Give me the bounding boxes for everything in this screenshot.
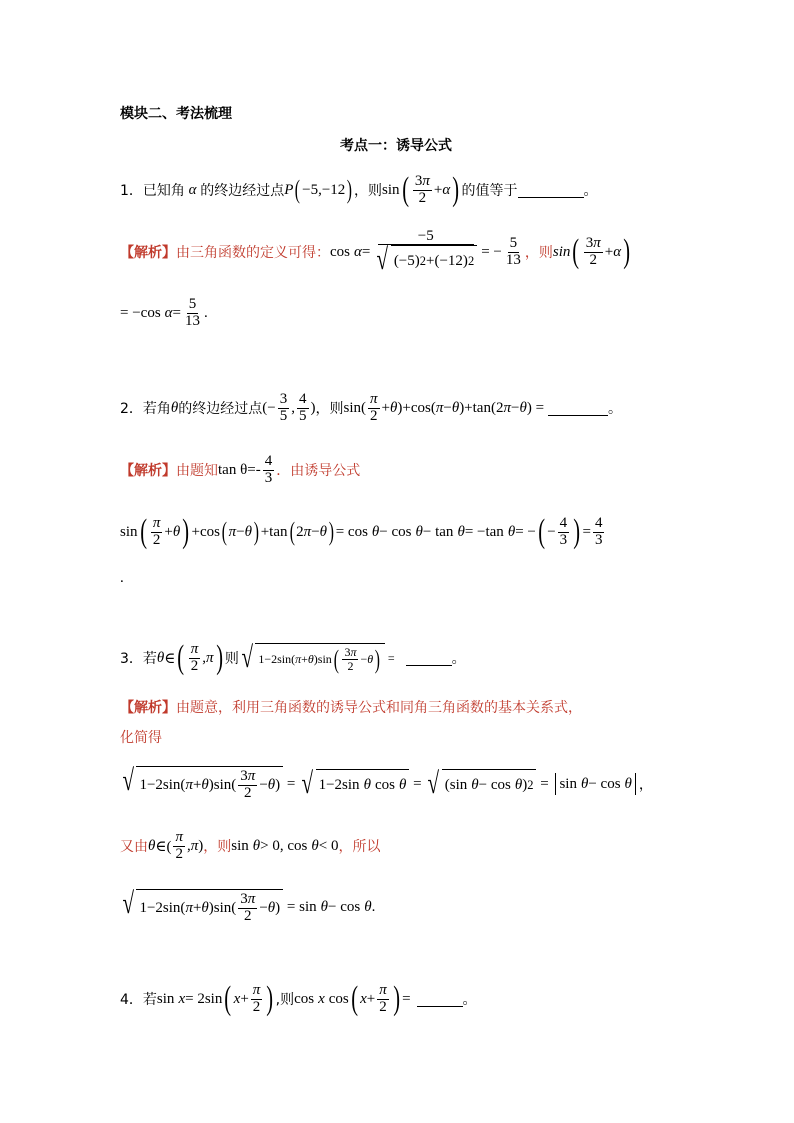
question-3 [120, 636, 466, 680]
q1-cos-formula: cos α = −5 √ (−5) 2 +(−12) 2 = − $\frac{5}{13}$ [330, 227, 521, 277]
q3-stem-a: 3．若 [120, 651, 157, 667]
q1-expression: sin ( $\frac{3\pi}{2}$ + α ) [381, 171, 460, 208]
q3-sol-d: ，则 [203, 839, 232, 855]
q4-end: 。 [462, 992, 477, 1008]
q2-point: (− $\frac{3}{5}$ , $\frac{4}{5}$ ) [262, 390, 316, 424]
q3-dot: . [371, 898, 376, 915]
q4-condition: sin x = 2sin ( x + $\frac{\pi}{2}$ ) [156, 980, 274, 1017]
q2-expression: sin( $\frac{\pi}{2}$ + θ )+cos( π − θ )+tan(2 π − θ ) = [343, 390, 545, 424]
q2-theta: θ [170, 399, 179, 416]
q2-solution-line1 [120, 450, 360, 490]
q1-alpha: α [184, 181, 201, 198]
q2-sol-a: 由题知 [176, 463, 218, 479]
section-title: 考点一：诱导公式 [340, 138, 452, 154]
q2-end: 。 [608, 401, 623, 417]
q1-sol-a: 由三角函数的定义可得： [176, 245, 330, 261]
q3-conclusion: √ 1−2sin( π + θ )sin( $\frac{3\pi}{2}$ − θ ) = sin θ − cos θ [122, 887, 372, 924]
q3-answer-blank[interactable] [406, 651, 452, 666]
q1-answer-blank[interactable] [518, 183, 584, 198]
q3-sol-a: 由题意，利用三角函数的诱导公式和同角三角函数的基本关系式， [176, 700, 582, 716]
q1-solution-line1 [120, 226, 632, 278]
q3-solution-line5 [120, 884, 375, 930]
q2-stem-a: 2．若角 [120, 401, 171, 417]
question-4 [120, 976, 477, 1022]
q4-stem-a: 4．若 [120, 992, 157, 1008]
q2-tan-value: tan θ=- $\frac{4}{3}$ [218, 452, 273, 486]
q3-stem-b: 则 [224, 651, 239, 667]
question-2 [120, 388, 622, 428]
q2-stem-c: ，则 [315, 401, 344, 417]
q3-expression: √ 1−2sin( π + θ )sin ( $\frac{3\pi}{2}$ − θ ) = [241, 641, 398, 674]
question-1 [120, 168, 598, 212]
q1-result: = −cos α = $\frac{5}{13}$ . [120, 295, 208, 329]
q1-point: P ( −5,−12 ) [284, 175, 353, 204]
q2-stem-b: 的终边经过点 [178, 401, 263, 417]
q3-interval: θ ∈( $\frac{\pi}{2}$ , π ) [148, 828, 204, 862]
q1-solution-line2 [120, 292, 208, 334]
q3-jiexi-tag: 【解析】 [120, 700, 176, 716]
q2-solution-line2 [120, 510, 606, 554]
q3-sol-c: 又由 [120, 839, 148, 855]
q1-stem-a: 1．已知角 [120, 183, 185, 199]
q1-stem-b: 的终边经过点 [200, 183, 285, 199]
q3-sol-b: 化简得 [120, 730, 162, 746]
q2-answer-blank[interactable] [548, 401, 608, 416]
q3-signs: sin θ > 0, cos θ < 0 [231, 837, 339, 854]
q3-sol-e: ，所以 [338, 839, 381, 855]
q2-period: . [120, 570, 124, 586]
module-heading: 模块二、考法梳理 [120, 106, 232, 122]
q1-stem-c: ，则 [353, 183, 382, 199]
q1-stem-d: 的值等于 [461, 183, 518, 199]
q3-comma: ， [638, 777, 653, 793]
q1-sin-expression: sin ( $\frac{3\pi}{2}$ + α ) [552, 233, 631, 270]
q4-expression: cos x cos ( x + $\frac{\pi}{2}$ ) = [294, 980, 411, 1017]
q4-stem-b: ,则 [275, 992, 295, 1008]
q1-end: 。 [583, 183, 598, 199]
q3-end: 。 [451, 651, 466, 667]
q3-solution-line1 [120, 697, 582, 717]
q3-solution-line4 [120, 826, 380, 866]
q3-solution-line3 [120, 758, 653, 810]
q1-jiexi-tag: 【解析】 [120, 245, 176, 261]
q3-simplification: √ 1−2sin( π + θ )sin( $\frac{3\pi}{2}$ − θ ) = √ 1−2sin θ cos θ = √ (sin θ − cos θ ) 2 = sin θ − cos θ [120, 766, 639, 802]
q2-sol-b: ．由诱导公式 [276, 463, 361, 479]
q2-derivation: sin ( $\frac{\pi}{2}$ + θ ) +cos ( π − θ ) +tan ( 2 π − θ ) = cos θ − cos θ − tan θ = −tan θ = − ( − $\frac{4}{3}$ ) = $\frac{4}{3}$ [120, 513, 603, 550]
q2-jiexi-tag: 【解析】 [120, 463, 176, 479]
q3-condition: θ ∈ ( $\frac{\pi}{2}$ , π ) [156, 639, 223, 676]
q1-sol-b: ，则 [524, 245, 553, 261]
q4-answer-blank[interactable] [417, 992, 463, 1007]
